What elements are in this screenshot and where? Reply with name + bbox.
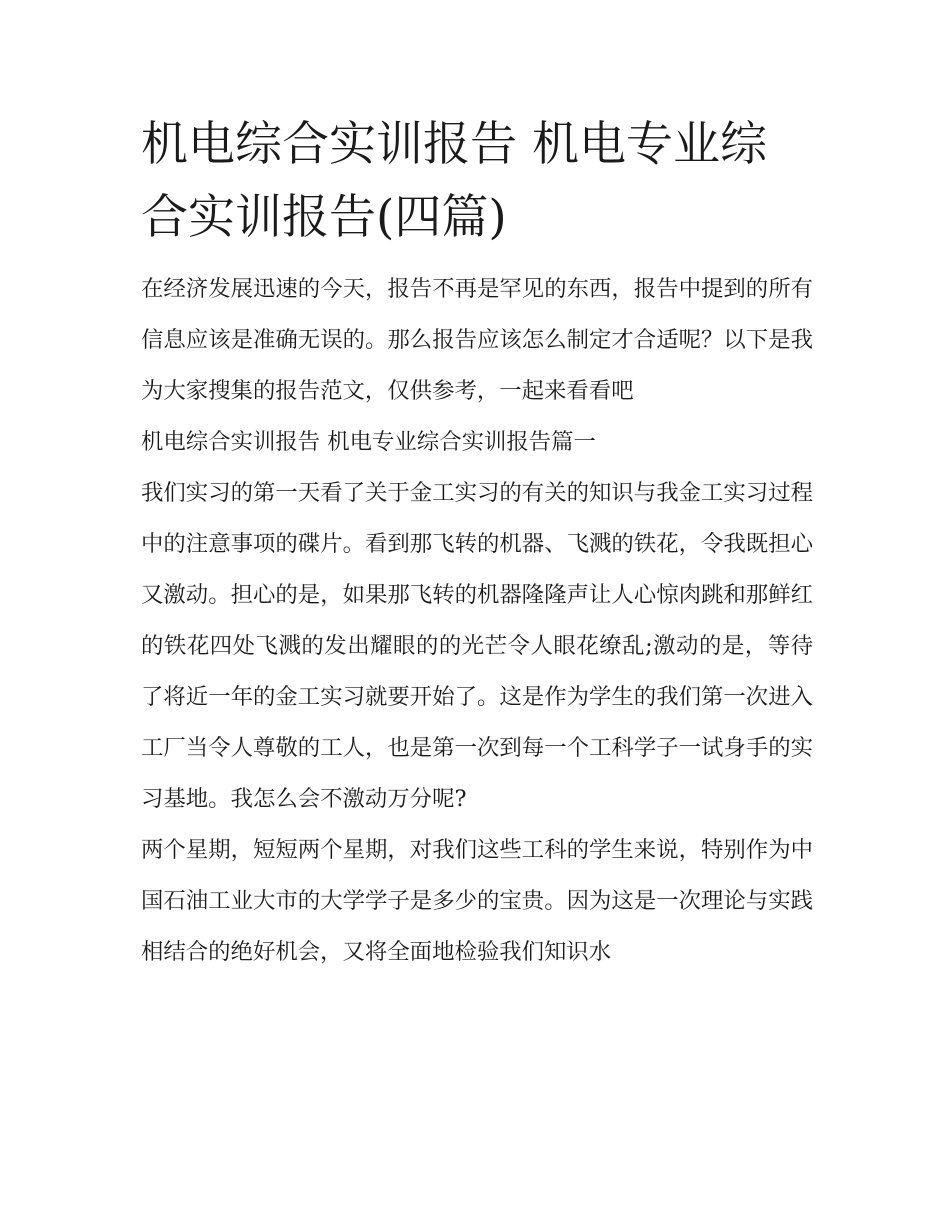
- body-paragraph-1: 我们实习的第一天看了关于金工实习的有关的知识与我金工实习过程中的注意事项的碟片。看到那飞转的机器、飞溅的铁花，令我既担心又激动。担心的是，如果那飞转的机器隆隆声让人心惊肉跳和那鲜红的铁花四处飞溅的发出耀眼的的光芒令人眼花缭乱;激动的是，等待了将近一年的金工实习就要开始了。这是作为学生的我们第一次进入工厂当令人尊敬的工人，也是第一次到每一个工科学子一试身手的实习基地。我怎么会不激动万分呢?: [141, 480, 813, 812]
- section-heading: 机电综合实训报告 机电专业综合实训报告篇一: [141, 429, 596, 455]
- intro-paragraph: 在经济发展迅速的今天，报告不再是罕见的东西，报告中提到的所有信息应该是准确无误的。那么报告应该怎么制定才合适呢？以下是我为大家搜集的报告范文，仅供参考，一起来看看吧: [141, 276, 813, 404]
- document-title: 机电综合实训报告 机电专业综合实训报告(四篇): [141, 117, 767, 245]
- body-paragraph-2: 两个星期，短短两个星期，对我们这些工科的学生来说，特别作为中国石油工业大市的大学学子是多少的宝贵。因为这是一次理论与实践相结合的绝好机会，又将全面地检验我们知识水: [141, 837, 813, 965]
- document-page: [141, 108, 813, 978]
